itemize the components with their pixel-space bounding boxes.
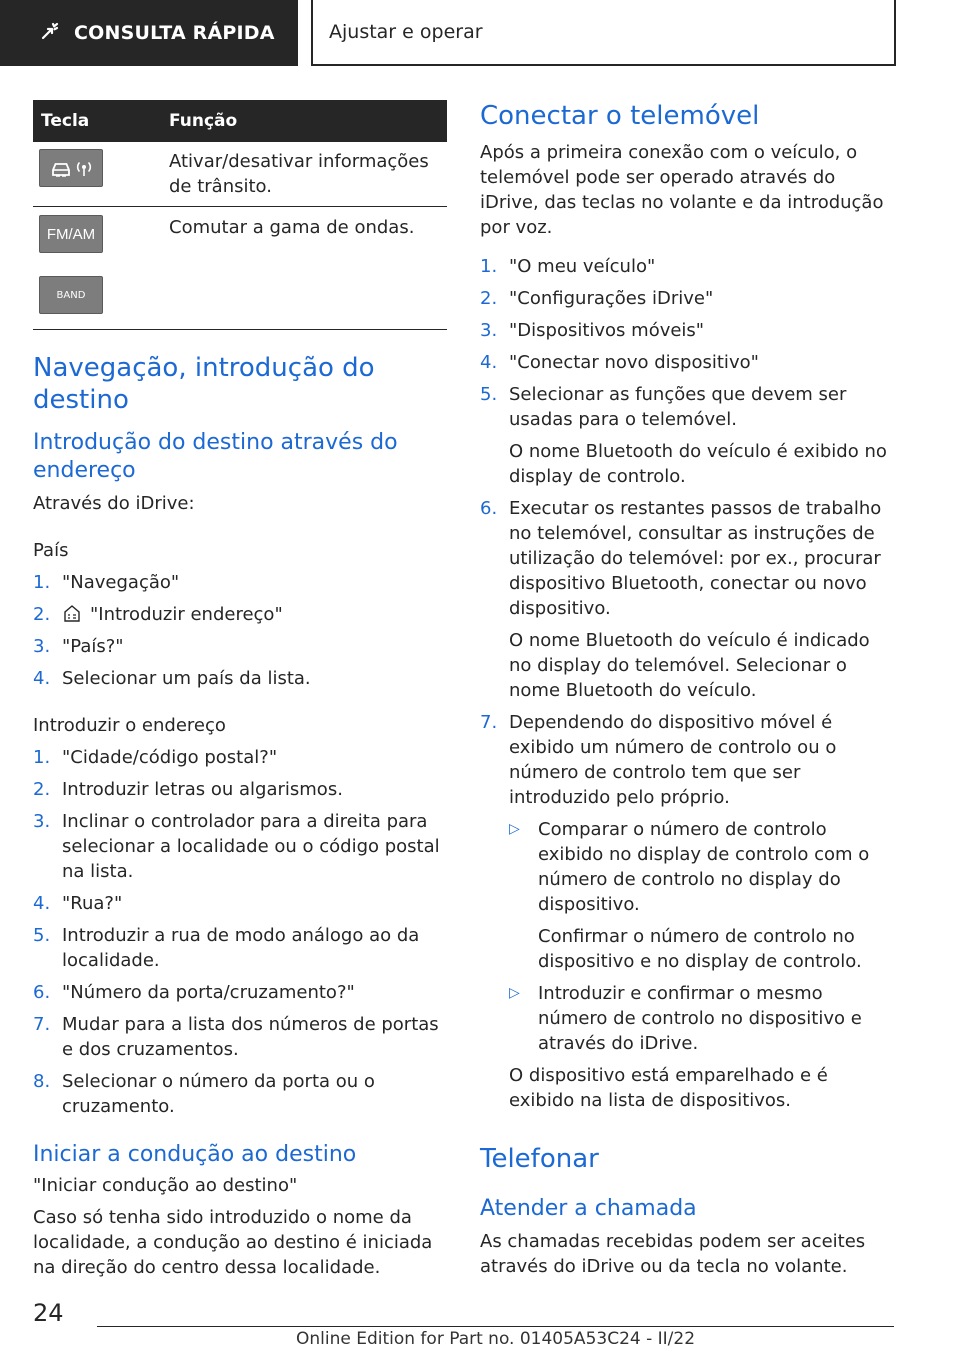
list-item: 1. "Navegação" xyxy=(33,572,180,593)
chapter-title: Ajustar e operar xyxy=(311,0,896,66)
address-steps-list xyxy=(33,745,447,1119)
section-tab-label: CONSULTA RÁPIDA xyxy=(74,22,275,44)
table-header xyxy=(33,100,447,142)
label-enter-address: Introduzir o endereço xyxy=(33,715,226,736)
table-row xyxy=(33,207,447,330)
triangle-bullet-icon: ▷ xyxy=(509,821,520,837)
address-entry-icon xyxy=(62,603,82,623)
section-heading-connect-phone: Conectar o telemóvel xyxy=(480,101,760,131)
subheading-start-guidance: Iniciar a condução ao destino xyxy=(33,1142,357,1167)
table-header-function: Função xyxy=(169,111,238,131)
table-row xyxy=(33,142,447,207)
list-item: 5. Introduzir a rua de modo análogo ao da localidade. xyxy=(33,925,420,971)
footer-divider xyxy=(97,1326,894,1327)
step-note: O dispositivo está emparelhado e é exibido na lista de dispositivos. xyxy=(509,1065,828,1111)
step-note: O nome Bluetooth do veículo é indicado no display do telemóvel. Selecionar o nome Bluetooth do veículo. xyxy=(509,630,870,701)
list-item: 4. "Conectar novo dispositivo" xyxy=(480,352,759,373)
paragraph: Após a primeira conexão com o veículo, o telemóvel pode ser operado através do iDrive, das teclas no volante e da introdução por voz. xyxy=(480,142,884,238)
list-item: 4. "Rua?" xyxy=(33,893,123,914)
section-heading-phone: Telefonar xyxy=(480,1144,599,1174)
list-item: 4. Selecionar um país da lista. xyxy=(33,668,311,689)
paragraph: Caso só tenha sido introduzido o nome da localidade, a condução ao destino é iniciada na direção do centro dessa localidade. xyxy=(33,1207,433,1278)
list-item: 2. "Introduzir endereço" xyxy=(33,604,283,625)
quick-reference-icon xyxy=(40,21,60,46)
list-item: 1. "O meu veículo" xyxy=(480,256,656,277)
page-number: 24 xyxy=(33,1299,64,1327)
subheading-address-entry: Introdução do destino através do endereço xyxy=(33,430,398,483)
footer-edition: Online Edition for Part no. 01405A53C24 - II/22 xyxy=(295,1329,696,1349)
step-note: Confirmar o número de controlo no dispositivo e no display de controlo. xyxy=(538,926,862,972)
list-item: 6. "Número da porta/cruzamento?" xyxy=(33,982,355,1003)
list-item: 5. Selecionar as funções que devem ser usadas para o telemóvel. O nome Bluetooth do veículo é exibido no display de controlo. xyxy=(480,382,895,489)
list-item: 7. Dependendo do dispositivo móvel é exibido um número de controlo ou o número de controlo tem que ser introduzido pelo próprio. ▷ Comparar o número de controlo exibido no display de controlo com o número de controlo no display do dispositivo. Confirmar o número de controlo no dispositivo e no display de controlo. ▷ Introduzir e confirmar o mesmo número de controlo no dispositivo e através do iDrive. O dispositivo está emparelhado e é exibido na lista de dispositivos. xyxy=(480,710,895,1113)
list-item: 3. "País?" xyxy=(33,636,124,657)
paragraph: "Iniciar condução ao destino" xyxy=(33,1175,298,1196)
list-item: 1. "Cidade/código postal?" xyxy=(33,747,278,768)
step-bullets xyxy=(509,817,895,1056)
section-tab xyxy=(0,0,298,66)
subheading-answer-call: Atender a chamada xyxy=(480,1196,697,1221)
bullet-item: ▷ Introduzir e confirmar o mesmo número de controlo no dispositivo e através do iDrive. xyxy=(509,983,862,1054)
table-header-key: Tecla xyxy=(41,111,90,131)
bullet-item: ▷ Comparar o número de controlo exibido no display de controlo com o número de controlo no display do dispositivo. Confirmar o número de controlo no dispositivo e no display de controlo. xyxy=(509,817,895,974)
left-column xyxy=(33,100,447,1280)
country-steps-list xyxy=(33,570,447,691)
connect-steps-list xyxy=(480,254,895,1113)
fm-am-button: FM/AM xyxy=(39,215,103,253)
list-item: 2. Introduzir letras ou algarismos. xyxy=(33,779,343,800)
section-heading-navigation: Navegação, introdução do destino xyxy=(33,353,375,415)
list-item: 8. Selecionar o número da porta ou o cruzamento. xyxy=(33,1071,375,1117)
paragraph: Através do iDrive: xyxy=(33,493,195,514)
traffic-info-button-icon xyxy=(39,149,103,187)
right-column xyxy=(480,100,895,1279)
list-item: 6. Executar os restantes passos de trabalho no telemóvel, consultar as instruções de utilização do telemóvel: por ex., procurar dispositivo Bluetooth, conectar ou novo dispositivo. O nome Bluetooth do veículo é indicado no display do telemóvel. Selecionar o nome Bluetooth do veículo. xyxy=(480,496,895,703)
table-cell-function: Comutar a gama de ondas. xyxy=(169,217,415,238)
band-button: BAND xyxy=(39,276,103,314)
list-item: 2. "Configurações iDrive" xyxy=(480,288,714,309)
key-function-table xyxy=(33,100,447,330)
paragraph: As chamadas recebidas podem ser aceites através do iDrive ou da tecla no volante. xyxy=(480,1231,866,1277)
list-item: 3. Inclinar o controlador para a direita para selecionar a localidade ou o código postal na lista. xyxy=(33,811,440,882)
step-note: O nome Bluetooth do veículo é exibido no display de controlo. xyxy=(509,441,887,487)
list-item: 3. "Dispositivos móveis" xyxy=(480,320,705,341)
list-item: 7. Mudar para a lista dos números de portas e dos cruzamentos. xyxy=(33,1014,439,1060)
label-country: País xyxy=(33,540,69,561)
table-cell-function: Ativar/desativar informações de trânsito. xyxy=(169,151,429,197)
triangle-bullet-icon: ▷ xyxy=(509,985,520,1001)
